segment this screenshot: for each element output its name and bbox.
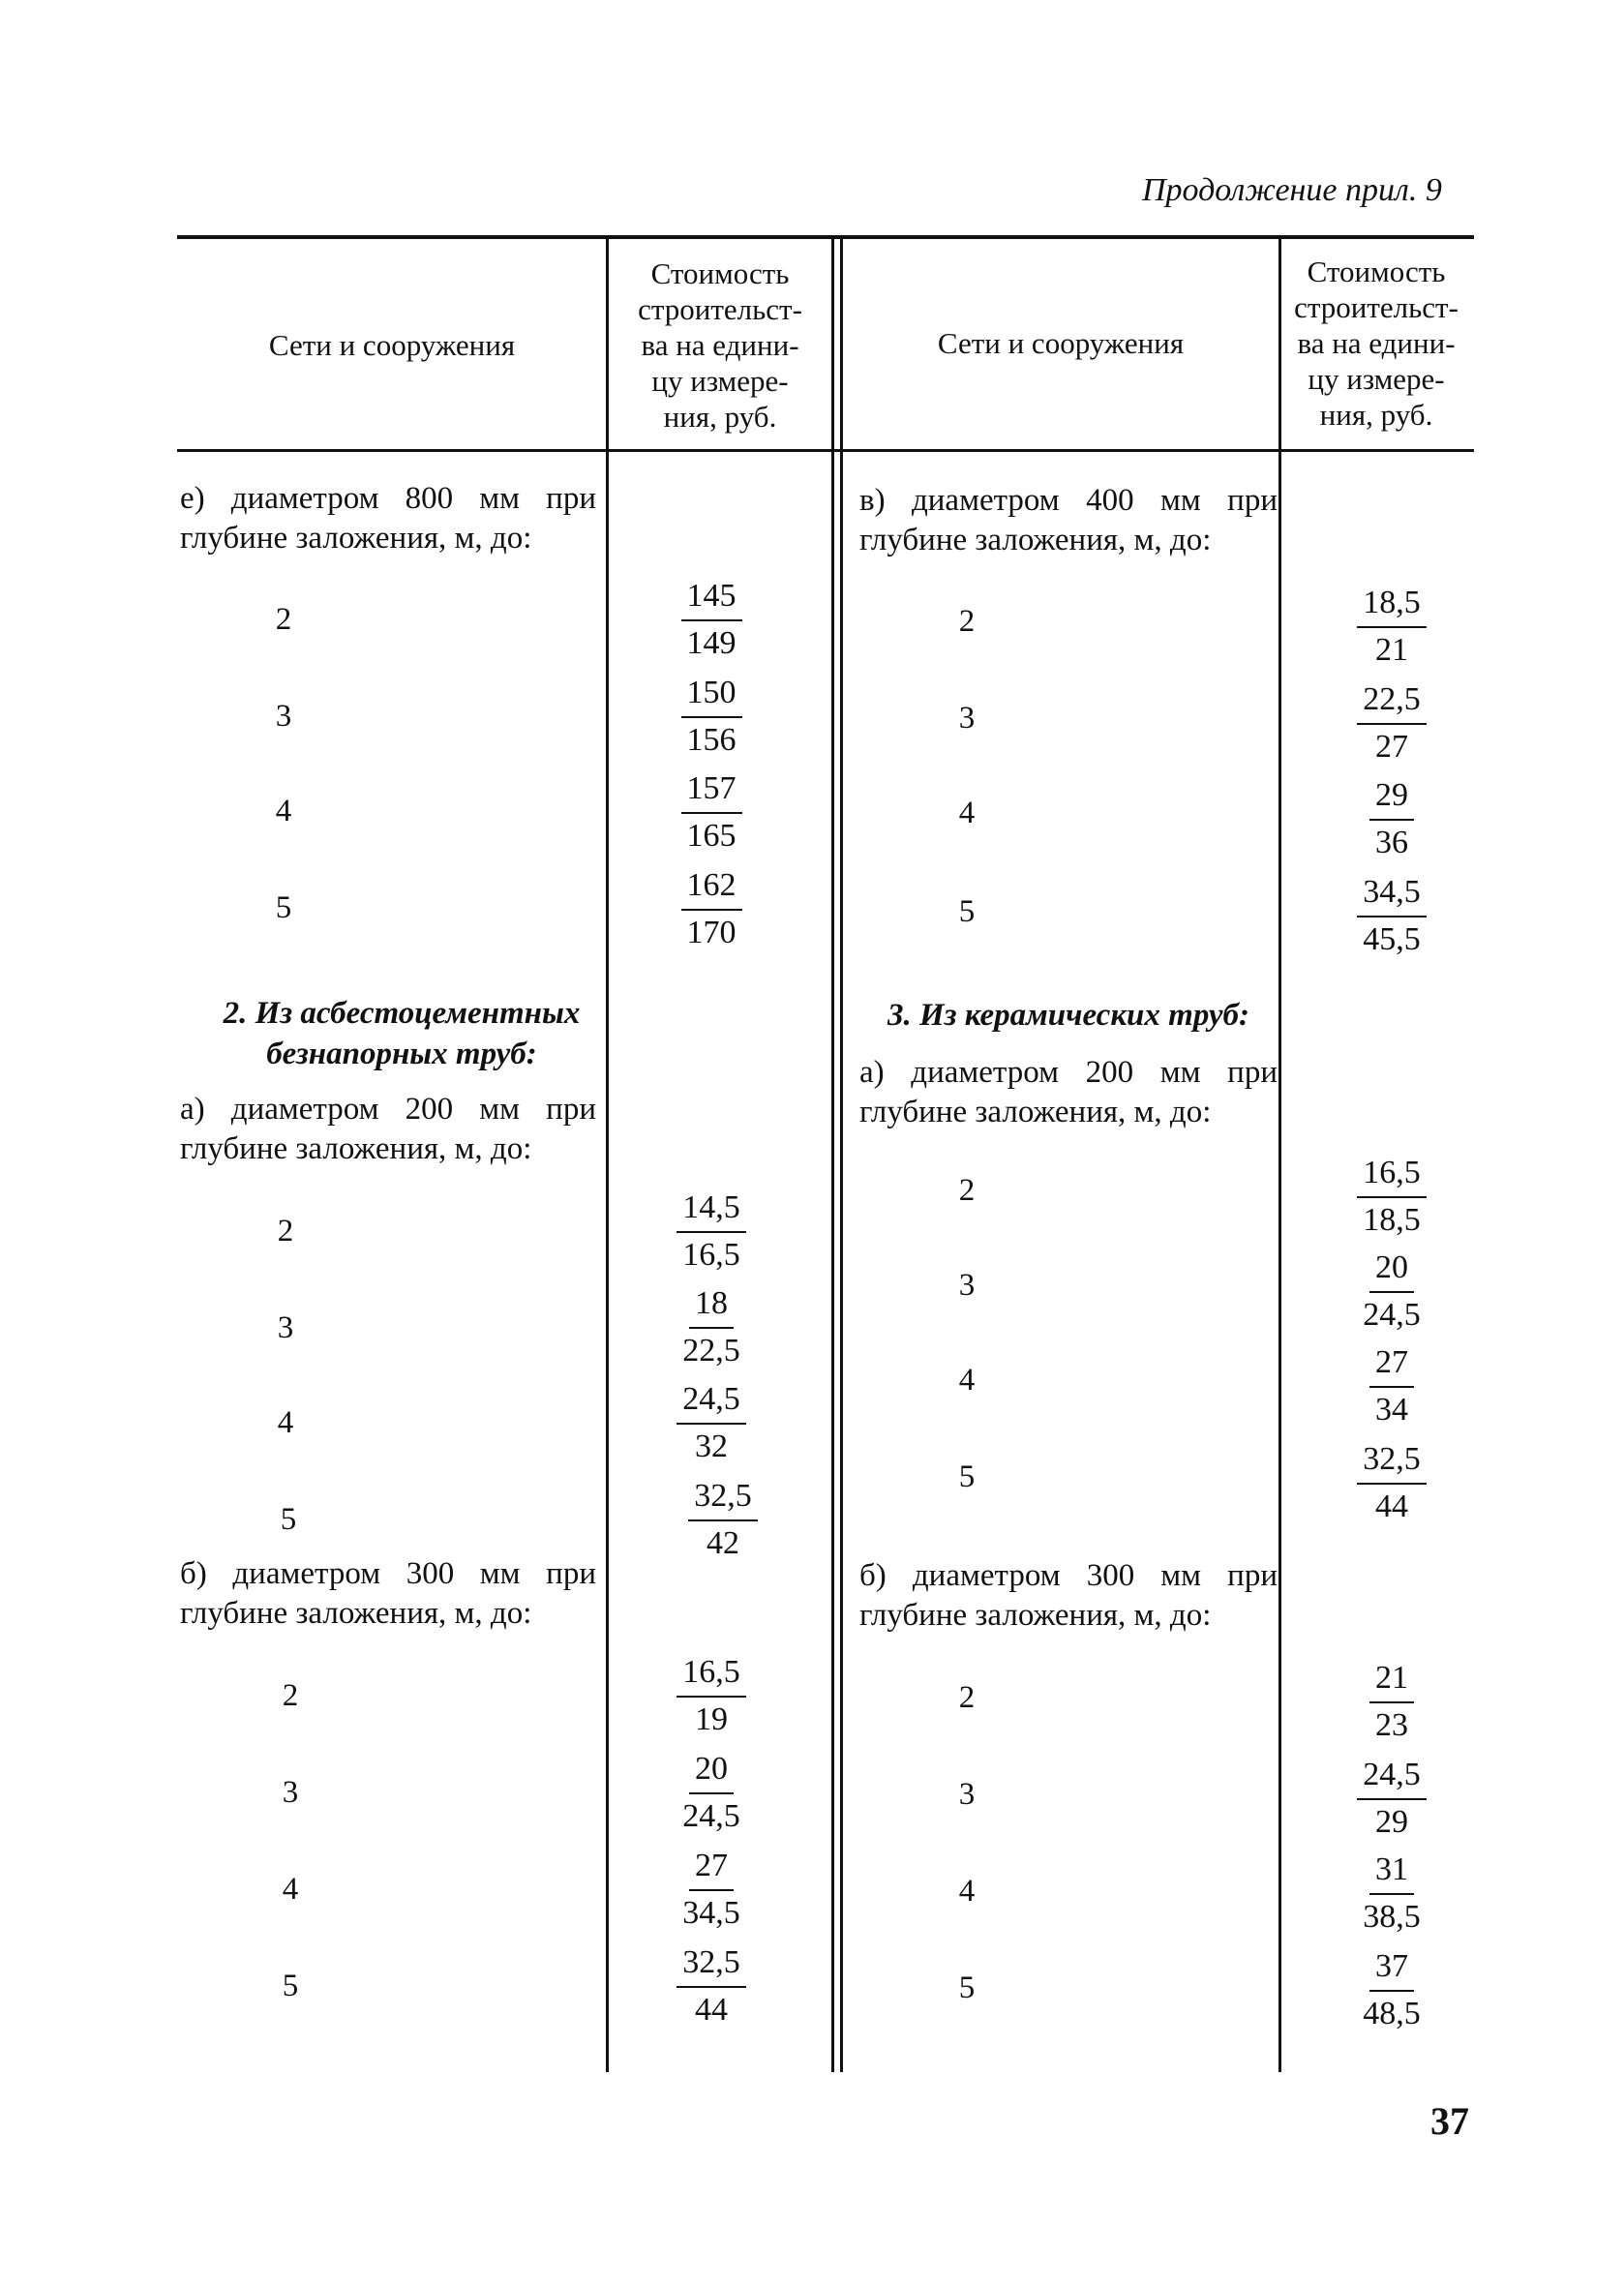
cost-denominator: 149: [686, 625, 737, 661]
cost-numerator: 20: [1369, 1248, 1414, 1293]
cost-numerator: 18: [689, 1284, 734, 1329]
item-label: б) диаметром 300 мм при глубине заложения, м, до:: [859, 1558, 1278, 1633]
depth-value: 5: [282, 1969, 299, 2003]
header-networks-left: [184, 327, 600, 363]
cost-numerator: 18,5: [1357, 584, 1427, 628]
section-heading: 3. Из керамических труб:: [887, 998, 1249, 1033]
cost-fraction: [1343, 1248, 1440, 1335]
cost-fraction: [663, 577, 760, 663]
depth-value: 5: [275, 890, 292, 925]
header-col1-text: Сети и сооружения: [937, 326, 1185, 360]
header-cost-line: цу измере-: [651, 364, 789, 398]
cost-fraction: [663, 1653, 760, 1739]
cost-fraction: [1343, 1850, 1440, 1937]
cost-fraction: [663, 1943, 760, 2030]
cost-numerator: 20: [689, 1750, 734, 1794]
header-cost-line: цу измере-: [1308, 362, 1445, 396]
cost-denominator: 48,5: [1363, 1996, 1421, 2031]
cost-denominator: 44: [1375, 1489, 1408, 1524]
page-number: 37: [1430, 2099, 1469, 2143]
section-heading: 2. Из асбестоцементных безнапорных труб:: [223, 996, 581, 1071]
header-col1-text: Сети и сооружения: [268, 328, 516, 362]
cost-fraction: [663, 769, 760, 856]
cost-fraction: [1343, 776, 1440, 862]
item-label: е) диаметром 800 мм при глубине заложения, м, до:: [180, 481, 596, 556]
cost-numerator: 22,5: [1357, 680, 1427, 725]
depth-value: 3: [282, 1775, 299, 1810]
cost-fraction: [663, 1750, 760, 1836]
left-vertical-rule: [606, 235, 609, 2072]
cost-numerator: 157: [681, 769, 742, 814]
header-cost-line: строительст-: [1294, 290, 1459, 324]
header-cost-left: [608, 256, 832, 435]
cost-fraction: [663, 1284, 760, 1370]
cost-denominator: 156: [686, 722, 737, 758]
cost-fraction: [675, 1477, 771, 1563]
cost-fraction: [663, 1380, 760, 1466]
item-label: в) диаметром 400 мм при глубине заложения, м, до:: [859, 483, 1278, 557]
cost-fraction: [1343, 1756, 1440, 1842]
cost-fraction: [1343, 1154, 1440, 1240]
depth-value: 4: [958, 1874, 976, 1909]
depth-value: 4: [275, 794, 292, 828]
cost-denominator: 170: [686, 915, 737, 950]
depth-value: 3: [958, 1777, 976, 1812]
cost-numerator: 16,5: [1357, 1154, 1427, 1198]
cost-fraction: [663, 1847, 760, 1933]
item-label: а) диаметром 200 мм при глубине заложения, м, до:: [180, 1092, 596, 1166]
cost-numerator: 31: [1369, 1850, 1414, 1895]
cost-fraction: [663, 866, 760, 952]
depth-value: 3: [275, 699, 292, 734]
cost-denominator: 165: [686, 818, 737, 854]
cost-denominator: 27: [1375, 729, 1408, 765]
depth-value: 2: [958, 1680, 976, 1715]
cost-numerator: 14,5: [677, 1188, 746, 1233]
cost-fraction: [1343, 873, 1440, 959]
depth-value: 2: [277, 1214, 294, 1248]
depth-value: 5: [280, 1502, 297, 1537]
depth-value: 2: [282, 1678, 299, 1713]
cost-denominator: 19: [695, 1701, 728, 1737]
cost-denominator: 34,5: [682, 1895, 740, 1931]
cost-numerator: 24,5: [677, 1380, 746, 1425]
cost-denominator: 23: [1375, 1707, 1408, 1743]
cost-numerator: 34,5: [1357, 873, 1427, 917]
header-cost-line: ва на едини-: [641, 328, 799, 362]
cost-fraction: [663, 1188, 760, 1275]
cost-numerator: 27: [689, 1847, 734, 1891]
header-cost-right: [1279, 254, 1473, 433]
depth-value: 3: [958, 1268, 976, 1303]
cost-numerator: 32,5: [677, 1943, 746, 1988]
item-label: а) диаметром 200 мм при глубине заложения, м, до:: [859, 1055, 1278, 1129]
depth-value: 4: [958, 1363, 976, 1398]
cost-denominator: 38,5: [1363, 1899, 1421, 1935]
cost-numerator: 37: [1369, 1947, 1414, 1992]
depth-value: 3: [277, 1310, 294, 1345]
depth-value: 5: [958, 1970, 976, 2005]
cost-fraction: [663, 674, 760, 760]
depth-value: 4: [282, 1872, 299, 1907]
depth-value: 3: [958, 701, 976, 736]
cost-denominator: 42: [707, 1525, 739, 1561]
middle-double-rule-b: [840, 235, 843, 2072]
depth-value: 2: [958, 604, 976, 639]
cost-denominator: 34: [1375, 1392, 1408, 1428]
cost-denominator: 24,5: [1363, 1297, 1421, 1333]
cost-numerator: 150: [681, 674, 742, 718]
cost-denominator: 16,5: [682, 1237, 740, 1273]
cost-denominator: 29: [1375, 1804, 1408, 1840]
depth-value: 5: [958, 1459, 976, 1494]
cost-numerator: 21: [1369, 1659, 1414, 1703]
cost-numerator: 16,5: [677, 1653, 746, 1698]
header-cost-line: Стоимость: [1307, 255, 1446, 288]
depth-value: 2: [275, 602, 292, 637]
cost-fraction: [1343, 584, 1440, 670]
cost-fraction: [1343, 1947, 1440, 2033]
cost-denominator: 22,5: [682, 1333, 740, 1369]
depth-value: 2: [958, 1173, 976, 1208]
cost-numerator: 29: [1369, 776, 1414, 821]
depth-value: 4: [277, 1405, 294, 1440]
header-cost-line: Стоимость: [650, 256, 790, 290]
cost-fraction: [1343, 680, 1440, 767]
right-vertical-rule: [1278, 235, 1281, 2072]
depth-value: 4: [958, 796, 976, 830]
depth-value: 5: [958, 894, 976, 929]
cost-numerator: 32,5: [1357, 1440, 1427, 1485]
cost-denominator: 24,5: [682, 1798, 740, 1834]
cost-denominator: 18,5: [1363, 1202, 1421, 1238]
cost-fraction: [1343, 1343, 1440, 1429]
continuation-note: Продолжение прил. 9: [1142, 172, 1442, 208]
cost-denominator: 21: [1375, 632, 1408, 668]
header-cost-line: ния, руб.: [663, 400, 777, 434]
cost-fraction: [1343, 1440, 1440, 1526]
middle-double-rule-a: [831, 235, 834, 2072]
cost-numerator: 24,5: [1357, 1756, 1427, 1800]
header-cost-line: ния, руб.: [1319, 398, 1433, 432]
cost-fraction: [1343, 1659, 1440, 1745]
cost-denominator: 45,5: [1363, 921, 1421, 957]
header-networks-right: [843, 325, 1278, 361]
header-cost-line: строительст-: [638, 292, 802, 326]
cost-numerator: 27: [1369, 1343, 1414, 1388]
item-label: б) диаметром 300 мм при глубине заложения, м, до:: [180, 1556, 596, 1631]
cost-numerator: 162: [681, 866, 742, 911]
header-cost-line: ва на едини-: [1297, 326, 1456, 360]
cost-denominator: 36: [1375, 825, 1408, 860]
cost-numerator: 32,5: [688, 1477, 758, 1521]
cost-numerator: 145: [681, 577, 742, 621]
cost-denominator: 32: [695, 1429, 728, 1464]
cost-denominator: 44: [695, 1992, 728, 2028]
